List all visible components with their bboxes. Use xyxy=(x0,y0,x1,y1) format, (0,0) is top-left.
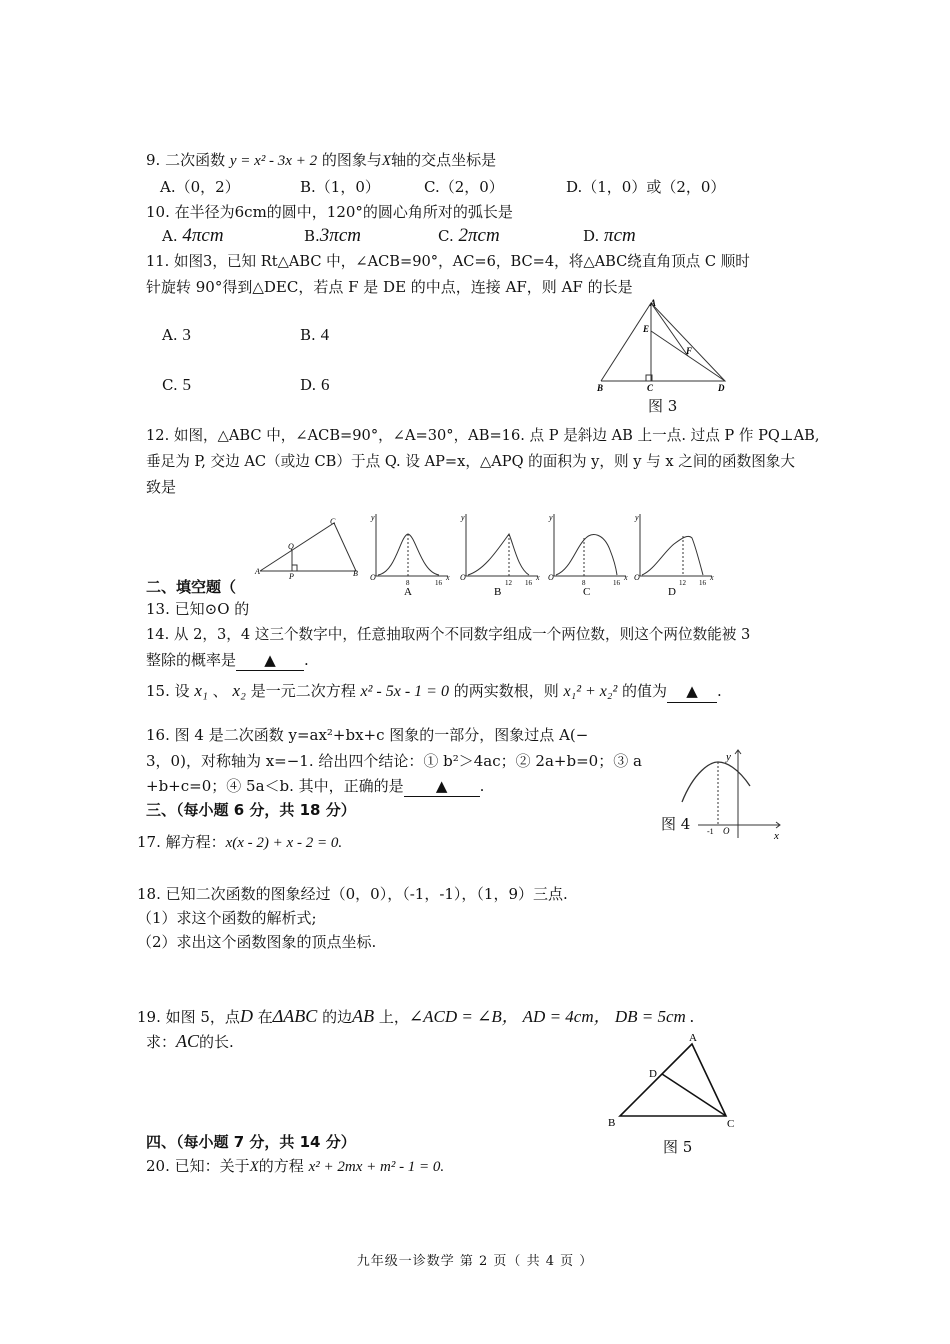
q19-line2 xyxy=(146,1030,234,1053)
graph-b-peak: 12 xyxy=(505,579,512,587)
fig3-label-e: E xyxy=(643,324,650,334)
q12-line2: 垂足为 P, 交边 AC（或边 CB）于点 Q. 设 AP=x，△APQ 的面积为 y，则 y 与 x 之间的函数图象大 xyxy=(146,453,795,470)
fig4-x-label: x xyxy=(774,830,779,842)
q11-option-d-value: 6 xyxy=(321,375,330,394)
graph-d-origin: O xyxy=(634,573,640,582)
q12-triangle xyxy=(260,523,356,571)
q12-right-angle xyxy=(292,565,297,571)
fig3-label-d: D xyxy=(718,383,725,393)
fig5-label-d: D xyxy=(649,1068,657,1080)
q12-label-a: A xyxy=(255,567,260,576)
q14-answer-blank xyxy=(236,650,304,671)
q19-c: 的边 xyxy=(322,1008,353,1026)
q9-option-c: C.（2，0） xyxy=(424,178,504,196)
q16-line3 xyxy=(146,776,484,797)
q14-line2 xyxy=(146,650,309,671)
q12-label-c: C xyxy=(330,517,336,526)
fig4-neg1: -1 xyxy=(707,827,714,836)
q10-option-d-value: πcm xyxy=(604,225,636,246)
fig5-label-b: B xyxy=(608,1117,616,1129)
graph-c-letter: C xyxy=(583,586,591,598)
fig3-triangle-abc xyxy=(601,303,725,381)
figure-5-caption: 图 5 xyxy=(663,1138,693,1156)
q10-stem: 10. 在半径为6cm的圆中，120°的圆心角所对的弧长是 xyxy=(146,203,513,221)
q15-x2: x₂ xyxy=(232,681,246,700)
q9-formula: y = x² - 3x + 2 xyxy=(229,153,318,169)
q11-option-d xyxy=(300,375,330,395)
q12-label-p: P xyxy=(289,572,294,581)
q10-option-d xyxy=(583,226,636,246)
figure-4 xyxy=(676,746,786,842)
q10-option-b-value: 3πcm xyxy=(319,225,361,246)
q17-label: 17. 解方程： xyxy=(137,833,226,851)
q19-side-ab: AB xyxy=(352,1006,375,1026)
q19-b: 在 xyxy=(257,1008,273,1026)
graph-d-end: 16 xyxy=(699,579,706,587)
q11-option-c-letter: C. xyxy=(162,376,178,394)
q11-option-a-value: 3 xyxy=(182,325,191,344)
section-2-title: 二、填空题（ xyxy=(146,578,237,596)
q11-option-b-letter: B. xyxy=(300,326,316,344)
q18-line1: 18. 已知二次函数的图象经过（0，0），（-1，-1），（1，9）三点. xyxy=(137,885,568,903)
q18-line2: （1）求这个函数的解析式; xyxy=(137,909,317,927)
q15-a: 15. 设 xyxy=(146,682,190,700)
q10-option-a-value: 4πcm xyxy=(182,225,224,246)
q11-option-b xyxy=(300,325,329,345)
q17-equation: x(x - 2) + x - 2 = 0. xyxy=(225,835,343,851)
q17-line xyxy=(137,832,342,853)
q19-line1 xyxy=(137,1005,694,1028)
q12-line1: 12. 如图，△ABC 中，∠ACB=90°，∠A=30°，AB=16. 点 P 是斜边 AB 上一点. 过点 P 作 PQ⊥AB, xyxy=(146,427,820,444)
q20-variable: X xyxy=(249,1159,259,1175)
q10-option-c-value: 2πcm xyxy=(458,225,500,246)
q12-graphs xyxy=(366,508,714,598)
q10-option-b xyxy=(304,226,361,246)
q10-option-b-letter: B. xyxy=(304,227,320,245)
graph-b-curve xyxy=(468,534,529,575)
graph-a-peak: 8 xyxy=(406,579,410,587)
graph-a-y-label: y xyxy=(371,513,375,522)
q19-ask-end: 的长. xyxy=(199,1033,234,1051)
graph-c-curve xyxy=(556,535,617,575)
q10-option-c-letter: C. xyxy=(438,227,454,245)
q11-option-c xyxy=(162,375,191,395)
q12-label-b: B xyxy=(353,569,358,578)
q18-line3: （2）求出这个函数图象的顶点坐标. xyxy=(137,933,377,951)
q9-axis: X xyxy=(381,153,392,169)
q19-conditions: ∠ACD = ∠B， AD = 4cm， DB = 5cm . xyxy=(408,1007,695,1026)
fig3-line-af xyxy=(651,303,688,356)
q19-ask: 求： xyxy=(146,1033,177,1051)
q10-option-a-letter: A. xyxy=(162,227,178,245)
figure-3-caption: 图 3 xyxy=(648,397,678,415)
q19-side-ac: AC xyxy=(176,1031,200,1051)
q9-option-a: A.（0，2） xyxy=(160,178,240,196)
graph-b-letter: B xyxy=(494,586,502,598)
q11-option-c-value: 5 xyxy=(182,375,191,394)
fig3-label-a: A xyxy=(650,298,657,308)
graph-d-x-label: x xyxy=(710,573,714,582)
q15-c: 的两实数根，则 xyxy=(453,682,559,700)
graph-d-peak: 12 xyxy=(679,579,686,587)
q11-option-b-value: 4 xyxy=(320,325,330,344)
q14-mark: ▲ xyxy=(264,651,276,669)
graph-b-y-label: y xyxy=(461,513,465,522)
page-footer: 九年级一诊数学 第 2 页（ 共 4 页 ） xyxy=(356,1254,594,1269)
q15-expression: x₁² + x₂² xyxy=(563,683,618,700)
q16-end: . xyxy=(479,777,485,795)
graph-d xyxy=(634,513,714,598)
figure-4-caption: 图 4 xyxy=(661,815,691,833)
q15-x1: x₁ xyxy=(194,681,208,700)
graph-c-peak: 8 xyxy=(582,579,586,587)
q16-answer-blank xyxy=(404,776,480,797)
graph-d-curve xyxy=(642,536,703,575)
graph-b-origin: O xyxy=(460,573,466,582)
q11-line2: 针旋转 90°得到△DEC，若点 F 是 DE 的中点，连接 AF，则 AF 的长是 xyxy=(146,278,633,296)
fig3-label-c: C xyxy=(647,383,654,393)
fig3-label-b: B xyxy=(597,383,604,393)
q10-option-c xyxy=(438,226,500,246)
q9-stem xyxy=(146,150,496,171)
q15-end: . xyxy=(717,682,722,700)
figure-3 xyxy=(590,296,740,392)
graph-c-end: 16 xyxy=(613,579,620,587)
figure-5 xyxy=(600,1030,750,1132)
graph-a-x-label: x xyxy=(446,573,450,582)
q16-line1: 16. 图 4 是二次函数 y=ax²+bx+c 图象的一部分，图象过点 A(− xyxy=(146,726,589,744)
q16-mark: ▲ xyxy=(435,777,448,795)
graph-c-x-label: x xyxy=(624,573,628,582)
fig5-label-c: C xyxy=(727,1118,735,1130)
graph-a-letter: A xyxy=(404,586,412,598)
graph-a-origin: O xyxy=(370,573,376,582)
graph-b-x-label: x xyxy=(536,573,540,582)
q20-b: 的方程 xyxy=(258,1157,304,1175)
q9-option-d: D.（1，0）或（2，0） xyxy=(566,178,726,196)
q20-a: 20. 已知：关于 xyxy=(146,1157,250,1175)
q11-line1: 11. 如图3，已知 Rt△ABC 中，∠ACB=90°，AC=6，BC=4，将△ABC绕直角顶点 C 顺时 xyxy=(146,253,750,270)
graph-d-letter: D xyxy=(668,586,676,598)
q15-sep: 、 xyxy=(212,682,228,700)
graph-b-end: 16 xyxy=(525,579,532,587)
q16-line3-text: +b+c=0；④ 5a＜b. 其中，正确的是 xyxy=(146,777,404,795)
fig3-label-f: F xyxy=(686,346,693,356)
q15-line xyxy=(146,680,722,703)
q20-equation: x² + 2mx + m² - 1 = 0. xyxy=(308,1159,445,1175)
graph-b xyxy=(460,513,540,598)
q19-triangle: ΔABC xyxy=(272,1006,318,1026)
graph-c-y-label: y xyxy=(549,513,553,522)
q14-line1: 14. 从 2，3，4 这三个数字中，任意抽取两个不同数字组成一个两位数，则这个两位数能被 3 xyxy=(146,626,751,643)
q12-line3: 致是 xyxy=(146,478,177,496)
q11-option-a-letter: A. xyxy=(162,326,178,344)
q15-b: 是一元二次方程 xyxy=(250,682,356,700)
fig5-label-a: A xyxy=(689,1032,697,1044)
q13-text: 13. 已知⊙O 的 xyxy=(146,600,250,618)
graph-a-end: 16 xyxy=(435,579,442,587)
q15-d: 的值为 xyxy=(622,682,668,700)
q9-option-b: B.（1，0） xyxy=(300,178,380,196)
q14-end: . xyxy=(304,651,309,669)
section-4-title: 四、（每小题 7 分，共 14 分） xyxy=(146,1133,356,1151)
section-3-title: 三、（每小题 6 分，共 18 分） xyxy=(146,801,356,819)
q19-a: 19. 如图 5，点 xyxy=(137,1008,240,1026)
q16-line2: 3，0)，对称轴为 x=−1. 给出四个结论：① b²＞4ac；② 2a+b=0；③ a xyxy=(146,752,642,770)
q9-stem-b: 的图象与 xyxy=(321,151,382,169)
q19-point-d: D xyxy=(239,1006,253,1026)
q20-line xyxy=(146,1156,444,1177)
q10-option-d-letter: D. xyxy=(583,227,600,245)
graph-a xyxy=(370,513,450,598)
q10-option-a xyxy=(162,226,224,246)
graph-c xyxy=(548,513,628,598)
q9-stem-a: 9. 二次函数 xyxy=(146,151,226,169)
fig4-y-label: y xyxy=(726,751,731,763)
q15-answer-blank xyxy=(667,680,717,703)
q12-triangle-figure xyxy=(252,514,364,580)
q12-label-q: Q xyxy=(288,542,294,551)
fig4-origin: O xyxy=(723,826,730,836)
q11-option-d-letter: D. xyxy=(300,376,317,394)
q15-equation: x² - 5x - 1 = 0 xyxy=(360,683,449,700)
q15-mark: ▲ xyxy=(686,682,698,700)
q11-option-a xyxy=(162,325,191,345)
graph-c-origin: O xyxy=(548,573,554,582)
fig4-parabola xyxy=(682,762,750,802)
q14-line2-text: 整除的概率是 xyxy=(146,651,237,669)
q9-stem-c: 轴的交点坐标是 xyxy=(391,151,497,169)
graph-d-y-label: y xyxy=(635,513,639,522)
q19-e: 上， xyxy=(378,1008,409,1026)
